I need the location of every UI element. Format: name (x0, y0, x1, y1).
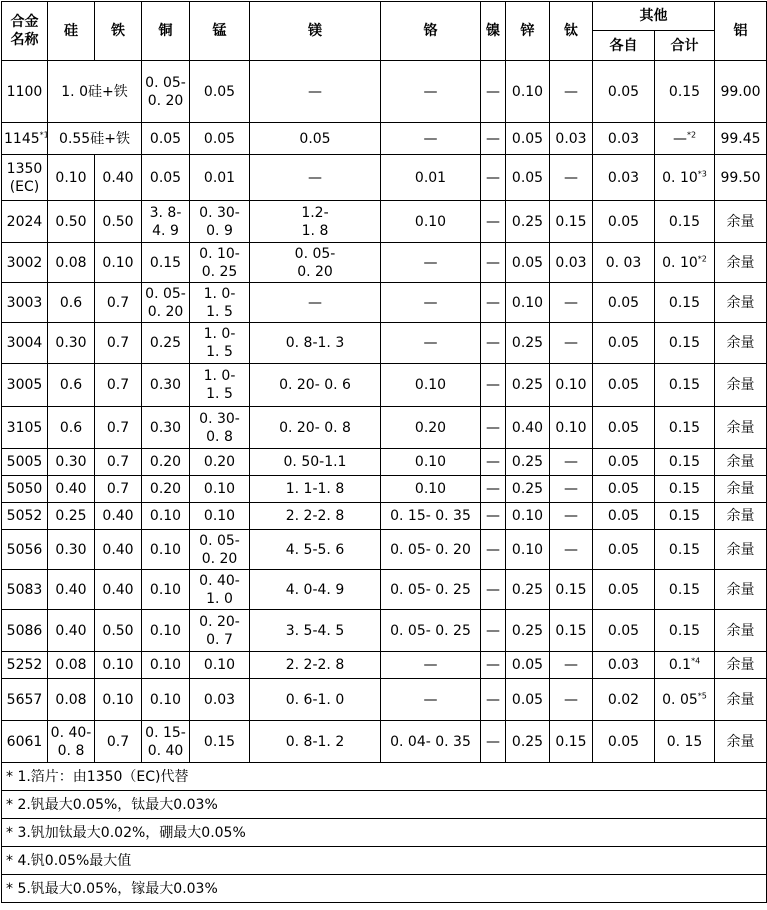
silicon-cell: 0.55硅+铁 (48, 123, 142, 155)
footnote-text: * 2.钒最大0.05%，钛最大0.03% (2, 791, 767, 819)
aluminum-cell: 余量 (715, 243, 767, 283)
chromium-cell: 0. 04- 0. 35 (381, 721, 481, 763)
iron-cell: 0.40 (95, 570, 142, 610)
aluminum-cell: 余量 (715, 201, 767, 243)
aluminum-cell: 余量 (715, 679, 767, 721)
iron-cell: 0.40 (95, 155, 142, 201)
aluminum-cell: 余量 (715, 407, 767, 449)
magnesium-cell: — (250, 61, 381, 123)
alloy-name-cell: 1350 (EC) (2, 155, 48, 201)
footnote-row (2, 791, 767, 819)
magnesium-cell: 1.2- 1. 8 (250, 201, 381, 243)
chromium-cell: 0. 05- 0. 20 (381, 530, 481, 570)
footnote-row (2, 875, 767, 903)
zinc-cell: 0.25 (506, 201, 550, 243)
titanium-cell: — (550, 652, 593, 679)
titanium-cell: — (550, 530, 593, 570)
footnote-text: * 1.箔片：由1350（EC)代替 (2, 763, 767, 791)
aluminum-cell: 余量 (715, 283, 767, 323)
alloy-name-cell: 5252 (2, 652, 48, 679)
zinc-cell: 0.10 (506, 61, 550, 123)
manganese-cell: 1. 0- 1. 5 (190, 364, 250, 407)
iron-cell: 0.50 (95, 610, 142, 652)
nickel-cell: — (481, 721, 506, 763)
table-row (2, 449, 767, 476)
zinc-cell: 0.10 (506, 283, 550, 323)
others-total-cell: 0.15 (655, 503, 715, 530)
others-each-cell: 0.05 (593, 283, 655, 323)
table-row (2, 503, 767, 530)
silicon-cell: 0.40 (48, 476, 95, 503)
nickel-cell: — (481, 61, 506, 123)
header-zinc: 锌 (506, 2, 550, 61)
nickel-cell: — (481, 155, 506, 201)
magnesium-cell: 0. 50-1.1 (250, 449, 381, 476)
others-total-cell: 0.1$^{*4}$ (655, 652, 715, 679)
titanium-cell: 0.10 (550, 364, 593, 407)
silicon-cell: 0.40 (48, 570, 95, 610)
aluminum-cell: 余量 (715, 323, 767, 364)
header-alloy-name: 合金 名称 (2, 2, 48, 61)
footnote-row (2, 763, 767, 791)
alloy-name-cell: 3002 (2, 243, 48, 283)
footnote-mark: *5 (697, 690, 707, 700)
others-each-cell: 0.05 (593, 476, 655, 503)
others-total-cell: 0. 05$^{*5}$ (655, 679, 715, 721)
table-row (2, 283, 767, 323)
footnote-row (2, 819, 767, 847)
iron-cell: 0.10 (95, 243, 142, 283)
copper-cell: 0.10 (142, 503, 190, 530)
magnesium-cell: 0. 8-1. 2 (250, 721, 381, 763)
header-nickel: 镍 (481, 2, 506, 61)
footnote-mark: *1 (39, 129, 49, 139)
silicon-cell: 0.6 (48, 407, 95, 449)
nickel-cell: — (481, 679, 506, 721)
chromium-cell: 0.10 (381, 449, 481, 476)
magnesium-cell: 1. 1-1. 8 (250, 476, 381, 503)
nickel-cell: — (481, 503, 506, 530)
table-body (2, 61, 767, 763)
magnesium-cell: — (250, 155, 381, 201)
header-manganese: 锰 (190, 2, 250, 61)
aluminum-cell: 余量 (715, 476, 767, 503)
table-row (2, 407, 767, 449)
others-total-cell: 0. 10$^{*2}$ (655, 243, 715, 283)
footnotes (2, 763, 767, 903)
chromium-cell: — (381, 283, 481, 323)
footnote-text: * 4.钒0.05%最大值 (2, 847, 767, 875)
others-each-cell: 0.02 (593, 679, 655, 721)
aluminum-cell: 99.50 (715, 155, 767, 201)
copper-cell: 0.10 (142, 610, 190, 652)
alloy-name-cell: 3004 (2, 323, 48, 364)
others-total-cell: 0.15 (655, 364, 715, 407)
zinc-cell: 0.05 (506, 243, 550, 283)
nickel-cell: — (481, 123, 506, 155)
alloy-name-cell: 3003 (2, 283, 48, 323)
aluminum-cell: 余量 (715, 721, 767, 763)
chromium-cell: — (381, 679, 481, 721)
footnote-text: * 3.钒加钛最大0.02%，硼最大0.05% (2, 819, 767, 847)
others-total-cell: —$^{*2}$ (655, 123, 715, 155)
others-total-cell: 0.15 (655, 201, 715, 243)
zinc-cell: 0.25 (506, 610, 550, 652)
alloy-name-cell: 5050 (2, 476, 48, 503)
copper-cell: 0. 05- 0. 20 (142, 283, 190, 323)
chromium-cell: 0.10 (381, 476, 481, 503)
zinc-cell: 0.25 (506, 570, 550, 610)
zinc-cell: 0.05 (506, 679, 550, 721)
header-titanium: 钛 (550, 2, 593, 61)
titanium-cell: — (550, 61, 593, 123)
manganese-cell: 0. 05- 0. 20 (190, 530, 250, 570)
silicon-cell: 0.30 (48, 530, 95, 570)
aluminum-cell: 余量 (715, 652, 767, 679)
alloy-name-cell: 5086 (2, 610, 48, 652)
copper-cell: 0.30 (142, 407, 190, 449)
footnote-mark: *2 (697, 253, 707, 263)
magnesium-cell: 0. 05- 0. 20 (250, 243, 381, 283)
iron-cell: 0.50 (95, 201, 142, 243)
zinc-cell: 0.40 (506, 407, 550, 449)
iron-cell: 0.7 (95, 407, 142, 449)
table-header (2, 2, 767, 61)
iron-cell: 0.7 (95, 323, 142, 364)
others-total-cell: 0.15 (655, 530, 715, 570)
nickel-cell: — (481, 570, 506, 610)
alloy-name-cell: 1100 (2, 61, 48, 123)
zinc-cell: 0.25 (506, 476, 550, 503)
titanium-cell: 0.15 (550, 570, 593, 610)
chromium-cell: — (381, 323, 481, 364)
titanium-cell: 0.15 (550, 721, 593, 763)
manganese-cell: 0. 30- 0. 8 (190, 407, 250, 449)
copper-cell: 0.15 (142, 243, 190, 283)
titanium-cell: — (550, 476, 593, 503)
copper-cell: 0.20 (142, 476, 190, 503)
alloy-name-cell: 6061 (2, 721, 48, 763)
magnesium-cell: 0. 8-1. 3 (250, 323, 381, 364)
others-each-cell: 0.05 (593, 61, 655, 123)
silicon-cell: 0.08 (48, 679, 95, 721)
nickel-cell: — (481, 201, 506, 243)
alloy-name-cell: 5005 (2, 449, 48, 476)
chromium-cell: 0.10 (381, 201, 481, 243)
others-each-cell: 0.05 (593, 201, 655, 243)
silicon-cell: 1. 0硅+铁 (48, 61, 142, 123)
silicon-cell: 0.30 (48, 449, 95, 476)
table-row (2, 721, 767, 763)
others-each-cell: 0.05 (593, 449, 655, 476)
copper-cell: 0. 15- 0. 40 (142, 721, 190, 763)
chromium-cell: 0.10 (381, 364, 481, 407)
magnesium-cell: 2. 2-2. 8 (250, 652, 381, 679)
magnesium-cell: 0.05 (250, 123, 381, 155)
magnesium-cell: 2. 2-2. 8 (250, 503, 381, 530)
copper-cell: 0.20 (142, 449, 190, 476)
others-each-cell: 0.05 (593, 530, 655, 570)
copper-cell: 0.05 (142, 155, 190, 201)
manganese-cell: 0. 40- 1. 0 (190, 570, 250, 610)
magnesium-cell: 3. 5-4. 5 (250, 610, 381, 652)
header-silicon: 硅 (48, 2, 95, 61)
nickel-cell: — (481, 530, 506, 570)
others-each-cell: 0.05 (593, 610, 655, 652)
table-row (2, 476, 767, 503)
footnote-mark: *4 (691, 656, 701, 666)
nickel-cell: — (481, 407, 506, 449)
iron-cell: 0.10 (95, 679, 142, 721)
silicon-cell: 0.40 (48, 610, 95, 652)
others-total-cell: 0.15 (655, 61, 715, 123)
header-chromium: 铬 (381, 2, 481, 61)
others-each-cell: 0.05 (593, 570, 655, 610)
copper-cell: 0.10 (142, 530, 190, 570)
iron-cell: 0.7 (95, 283, 142, 323)
aluminum-cell: 余量 (715, 530, 767, 570)
iron-cell: 0.40 (95, 503, 142, 530)
aluminum-cell: 余量 (715, 503, 767, 530)
alloy-name-cell: 3005 (2, 364, 48, 407)
zinc-cell: 0.05 (506, 652, 550, 679)
magnesium-cell: 0. 20- 0. 8 (250, 407, 381, 449)
others-each-cell: 0.03 (593, 155, 655, 201)
nickel-cell: — (481, 449, 506, 476)
titanium-cell: — (550, 283, 593, 323)
header-others-total: 合计 (655, 31, 715, 61)
iron-cell: 0.10 (95, 652, 142, 679)
titanium-cell: 0.03 (550, 123, 593, 155)
table-row (2, 155, 767, 201)
titanium-cell: — (550, 679, 593, 721)
magnesium-cell: 0. 6-1. 0 (250, 679, 381, 721)
manganese-cell: 0.03 (190, 679, 250, 721)
iron-cell: 0.7 (95, 721, 142, 763)
copper-cell: 0.30 (142, 364, 190, 407)
others-each-cell: 0. 03 (593, 243, 655, 283)
footnote-mark: *2 (686, 129, 697, 139)
aluminum-cell: 余量 (715, 364, 767, 407)
alloy-name-cell: 5657 (2, 679, 48, 721)
silicon-cell: 0. 40- 0. 8 (48, 721, 95, 763)
zinc-cell: 0.05 (506, 155, 550, 201)
titanium-cell: 0.15 (550, 610, 593, 652)
aluminum-cell: 余量 (715, 449, 767, 476)
manganese-cell: 0.10 (190, 652, 250, 679)
others-total-cell: 0.15 (655, 407, 715, 449)
manganese-cell: 0.01 (190, 155, 250, 201)
others-each-cell: 0.05 (593, 407, 655, 449)
alloy-name-cell: 3105 (2, 407, 48, 449)
nickel-cell: — (481, 243, 506, 283)
titanium-cell: — (550, 155, 593, 201)
titanium-cell: 0.10 (550, 407, 593, 449)
chromium-cell: — (381, 652, 481, 679)
others-each-cell: 0.05 (593, 503, 655, 530)
aluminum-cell: 余量 (715, 610, 767, 652)
manganese-cell: 0.05 (190, 61, 250, 123)
magnesium-cell: 4. 0-4. 9 (250, 570, 381, 610)
table-row (2, 243, 767, 283)
others-total-cell: 0.15 (655, 323, 715, 364)
alloy-composition-table (1, 1, 767, 903)
table-row (2, 679, 767, 721)
header-others: 其他 (593, 2, 715, 31)
others-each-cell: 0.05 (593, 364, 655, 407)
alloy-name-cell: 2024 (2, 201, 48, 243)
others-each-cell: 0.03 (593, 652, 655, 679)
others-total-cell: 0.15 (655, 476, 715, 503)
silicon-cell: 0.25 (48, 503, 95, 530)
copper-cell: 0.05 (142, 123, 190, 155)
silicon-cell: 0.6 (48, 364, 95, 407)
titanium-cell: — (550, 323, 593, 364)
header-copper: 铜 (142, 2, 190, 61)
others-each-cell: 0.05 (593, 721, 655, 763)
chromium-cell: 0. 15- 0. 35 (381, 503, 481, 530)
table-row (2, 123, 767, 155)
table-row (2, 530, 767, 570)
copper-cell: 0.10 (142, 570, 190, 610)
footnote-mark: *3 (697, 168, 707, 178)
chromium-cell: 0. 05- 0. 25 (381, 570, 481, 610)
titanium-cell: 0.03 (550, 243, 593, 283)
manganese-cell: 0. 10- 0. 25 (190, 243, 250, 283)
table-row (2, 201, 767, 243)
aluminum-cell: 99.00 (715, 61, 767, 123)
aluminum-cell: 余量 (715, 570, 767, 610)
titanium-cell: 0.15 (550, 201, 593, 243)
copper-cell: 0.25 (142, 323, 190, 364)
table-row (2, 652, 767, 679)
others-total-cell: 0.15 (655, 610, 715, 652)
others-total-cell: 0.15 (655, 283, 715, 323)
nickel-cell: — (481, 283, 506, 323)
table-row (2, 364, 767, 407)
magnesium-cell: 4. 5-5. 6 (250, 530, 381, 570)
silicon-cell: 0.08 (48, 243, 95, 283)
others-each-cell: 0.03 (593, 123, 655, 155)
header-magnesium: 镁 (250, 2, 381, 61)
manganese-cell: 0.05 (190, 123, 250, 155)
others-total-cell: 0.15 (655, 570, 715, 610)
silicon-cell: 0.08 (48, 652, 95, 679)
header-others-each: 各自 (593, 31, 655, 61)
manganese-cell: 0. 20- 0. 7 (190, 610, 250, 652)
header-iron: 铁 (95, 2, 142, 61)
silicon-cell: 0.10 (48, 155, 95, 201)
nickel-cell: — (481, 610, 506, 652)
silicon-cell: 0.30 (48, 323, 95, 364)
chromium-cell: 0.20 (381, 407, 481, 449)
magnesium-cell: 0. 20- 0. 6 (250, 364, 381, 407)
chromium-cell: — (381, 123, 481, 155)
zinc-cell: 0.25 (506, 721, 550, 763)
zinc-cell: 0.05 (506, 123, 550, 155)
copper-cell: 3. 8- 4. 9 (142, 201, 190, 243)
zinc-cell: 0.10 (506, 530, 550, 570)
titanium-cell: — (550, 449, 593, 476)
nickel-cell: — (481, 476, 506, 503)
manganese-cell: 1. 0- 1. 5 (190, 323, 250, 364)
zinc-cell: 0.25 (506, 323, 550, 364)
manganese-cell: 0.10 (190, 476, 250, 503)
silicon-cell: 0.6 (48, 283, 95, 323)
zinc-cell: 0.10 (506, 503, 550, 530)
nickel-cell: — (481, 652, 506, 679)
chromium-cell: 0.01 (381, 155, 481, 201)
footnote-row (2, 847, 767, 875)
alloy-name-cell: 5083 (2, 570, 48, 610)
iron-cell: 0.7 (95, 476, 142, 503)
chromium-cell: — (381, 61, 481, 123)
table-row (2, 61, 767, 123)
others-total-cell: 0. 10$^{*3}$ (655, 155, 715, 201)
iron-cell: 0.7 (95, 364, 142, 407)
manganese-cell: 0.20 (190, 449, 250, 476)
alloy-name-cell: 5052 (2, 503, 48, 530)
table-row (2, 323, 767, 364)
chromium-cell: 0. 05- 0. 25 (381, 610, 481, 652)
iron-cell: 0.7 (95, 449, 142, 476)
others-total-cell: 0.15 (655, 449, 715, 476)
nickel-cell: — (481, 364, 506, 407)
manganese-cell: 0.10 (190, 503, 250, 530)
footnote-text: * 5.钒最大0.05%，镓最大0.03% (2, 875, 767, 903)
zinc-cell: 0.25 (506, 364, 550, 407)
copper-cell: 0. 05- 0. 20 (142, 61, 190, 123)
iron-cell: 0.40 (95, 530, 142, 570)
magnesium-cell: — (250, 283, 381, 323)
nickel-cell: — (481, 323, 506, 364)
titanium-cell: — (550, 503, 593, 530)
copper-cell: 0.10 (142, 679, 190, 721)
manganese-cell: 1. 0- 1. 5 (190, 283, 250, 323)
manganese-cell: 0.15 (190, 721, 250, 763)
manganese-cell: 0. 30- 0. 9 (190, 201, 250, 243)
zinc-cell: 0.25 (506, 449, 550, 476)
table-row (2, 570, 767, 610)
others-total-cell: 0. 15 (655, 721, 715, 763)
table-row (2, 610, 767, 652)
alloy-name-cell: 1145$^{*1}$ (2, 123, 48, 155)
aluminum-cell: 99.45 (715, 123, 767, 155)
silicon-cell: 0.50 (48, 201, 95, 243)
others-each-cell: 0.05 (593, 323, 655, 364)
copper-cell: 0.10 (142, 652, 190, 679)
header-aluminum: 铝 (715, 2, 767, 61)
chromium-cell: — (381, 243, 481, 283)
alloy-name-cell: 5056 (2, 530, 48, 570)
